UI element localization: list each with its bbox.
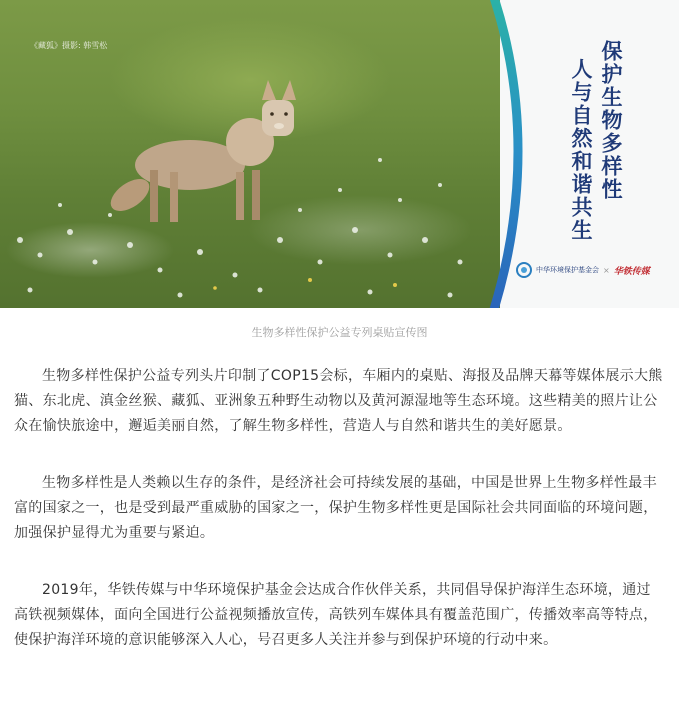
foundation-name: 中华环境保护基金会	[536, 266, 599, 274]
paragraph-3: 2019年，华铁传媒与中华环境保护基金会达成合作伙伴关系，共同倡导保护海洋生态环境，通过高铁视频媒体，面向全国进行公益视频播放宣传，高铁列车媒体具有覆盖范围广，传播效率高等特点，使保护海洋环境的意识能够深入人心，号召更多人关注并参与到保护环境的行动中来。	[14, 582, 658, 648]
media-logo: 华铁传媒	[613, 266, 650, 277]
logo-separator: ×	[603, 265, 610, 275]
photo-credit: 《藏狐》摄影: 韩雪松	[30, 41, 108, 50]
yellow-flowers	[213, 278, 397, 290]
poster-title-line1: 保护生物多样性	[599, 40, 624, 201]
tibetan-fox-photo	[0, 0, 500, 308]
sponsor-logos	[516, 262, 650, 278]
paragraph-2: 生物多样性是人类赖以生存的条件，是经济社会可持续发展的基础，中国是世界上生物多样性最丰富的国家之一，也是受到最严重威胁的国家之一，保护生物多样性更是国际社会共同面临的环境问题，加强保护显得尤为重要与紧迫。	[14, 475, 658, 541]
paragraph-1: 生物多样性保护公益专列头片印制了COP15会标，车厢内的桌贴、海报及品牌天幕等媒体展示大熊猫、东北虎、滇金丝猴、藏狐、亚洲象五种野生动物以及黄河源湿地等生态环境。这些精美的照片让公众在愉快旅途中，邂逅美丽自然，了解生物多样性，营造人与自然和谐共生的美好愿景。	[14, 368, 663, 434]
poster-title-line2: 人与自然和谐共生	[569, 58, 594, 242]
fox	[105, 80, 296, 222]
figure-caption: 生物多样性保护公益专列桌贴宣传图	[251, 326, 428, 339]
article-body	[0, 364, 679, 653]
promo-poster	[0, 0, 679, 308]
foundation-logo-icon	[516, 262, 532, 278]
